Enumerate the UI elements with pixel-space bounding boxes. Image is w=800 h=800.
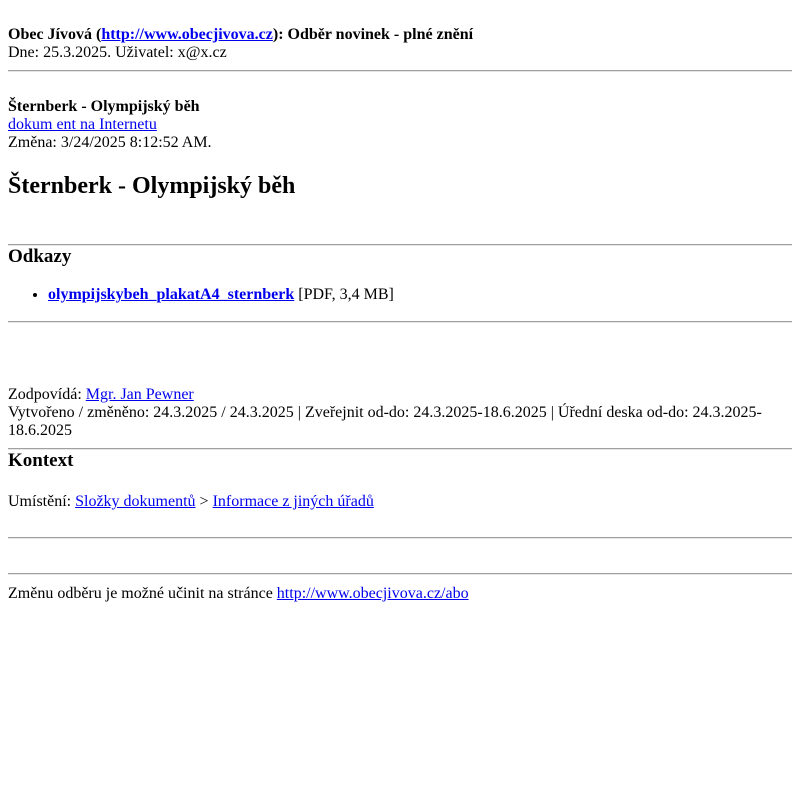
document-internet-link[interactable]: dokum ent na Internetu [8,116,157,133]
divider [8,321,792,323]
divider [8,70,792,72]
breadcrumb-documents-folder[interactable]: Složky dokumentů [75,493,196,510]
context-section-title: Kontext [8,450,74,471]
breadcrumb-other-offices-info[interactable]: Informace z jiných úřadů [212,493,374,510]
location-label: Umístění: [8,493,76,510]
divider [8,537,792,539]
responsible-line [8,386,792,404]
responsible-label: Zodpovídá: [8,386,86,403]
footer-text: Změnu odběru je možné učinit na stránce [8,585,277,602]
site-name: Obec Jívová [8,26,92,43]
document-dates: Vytvořeno / změněno: 24.3.2025 / 24.3.2025 | Zveřejnit od-do: 24.3.2025-18.6.2025 | Úřední deska od-do: 24.3.2025-18.6.2025 [8,404,762,439]
breadcrumb-separator: > [195,493,213,510]
breadcrumb [8,493,792,511]
footer-note [8,585,792,603]
header-title-text [8,26,473,43]
list-item [48,286,792,304]
date-user-line: Dne: 25.3.2025. Uživatel: x@x.cz [8,44,227,61]
meta-block [8,386,792,440]
document-changed: Změna: 3/24/2025 8:12:52 AM. [8,134,212,151]
document-title-small: Šternberk - Olympijský běh [8,98,200,115]
attachment-info: [PDF, 3,4 MB] [294,286,394,303]
open-paren: ( [92,26,102,43]
email-header-title [8,26,792,44]
responsible-person-link[interactable]: Mgr. Jan Pewner [85,386,194,403]
document-title: Šternberk - Olympijský běh [8,173,296,199]
document-block [8,98,792,152]
site-url-link[interactable]: http://www.obecjivova.cz [101,26,273,43]
attachment-link[interactable]: olympijskybeh_plakatA4_sternberk [48,286,295,303]
links-section-title: Odkazy [8,246,72,267]
links-list [8,286,792,304]
internet-link-line [8,116,792,134]
unsubscribe-link[interactable]: http://www.obecjivova.cz/abo [276,585,469,602]
divider [8,573,792,575]
subscription-title: ): Odběr novinek - plné znění [272,26,474,43]
